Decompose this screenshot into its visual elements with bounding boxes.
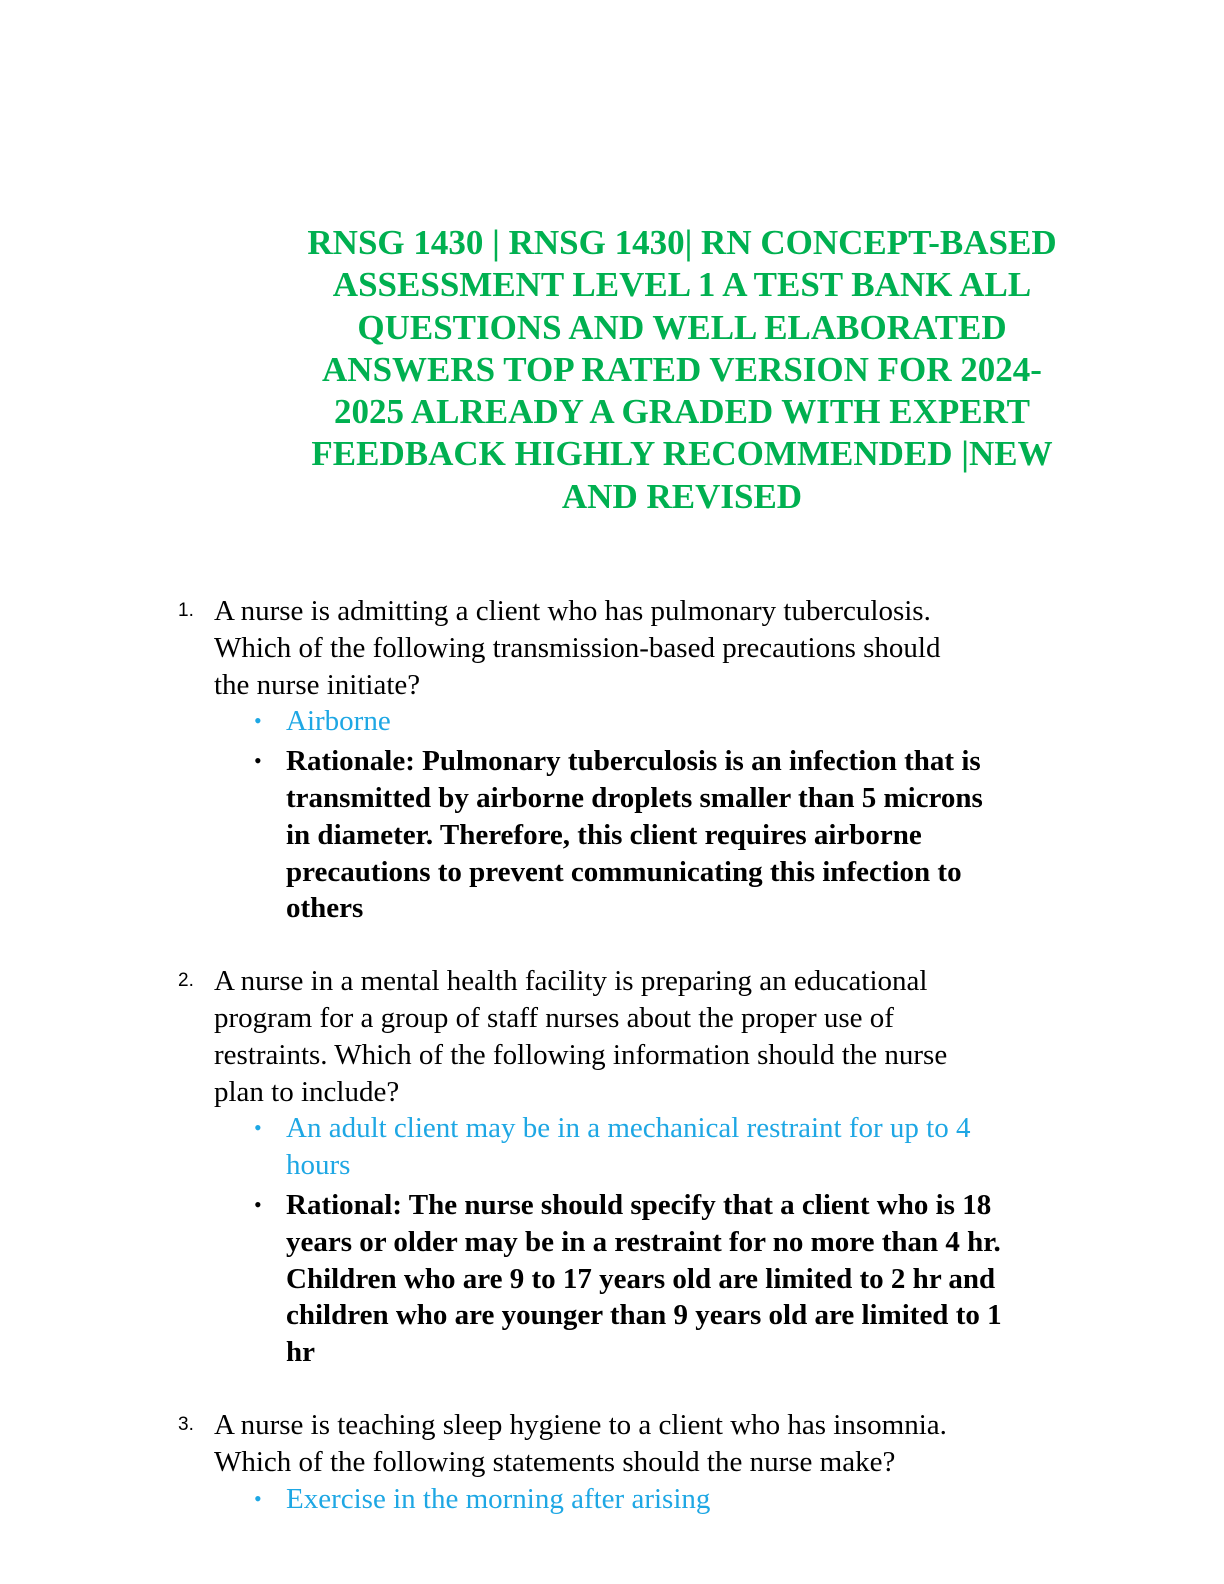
rationale-line: Children who are 9 to 17 years old are limited to 2 hr and (286, 1262, 996, 1295)
rationale-line: transmitted by airborne droplets smaller than 5 microns (286, 781, 983, 814)
question-line: A nurse is admitting a client who has pulmonary tuberculosis. (214, 595, 931, 627)
answer-line: Exercise in the morning after arising (286, 1482, 711, 1515)
title-line: AND REVISED (561, 476, 803, 516)
title-line: QUESTIONS AND WELL ELABORATED (357, 307, 1007, 347)
bullet-icon: • (254, 708, 262, 734)
rationale-line: in diameter. Therefore, this client requires airborne (286, 818, 922, 851)
title-line: ASSESSMENT LEVEL 1 A TEST BANK ALL (332, 265, 1032, 305)
question-line: A nurse in a mental health facility is preparing an educational (214, 965, 928, 998)
question-line: program for a group of staff nurses about the proper use of (214, 1001, 894, 1034)
question-item (0, 1407, 1044, 1517)
question-item (0, 593, 1044, 927)
answer-list (214, 1110, 1044, 1371)
title-line: RNSG 1430 | RNSG 1430| RN CONCEPT-BASED (307, 223, 1057, 262)
answer-list (214, 703, 1044, 927)
rationale-text (286, 1187, 1086, 1371)
title-line: 2025 ALREADY A GRADED WITH EXPERT (334, 392, 1030, 432)
question-text (214, 963, 1044, 1110)
bullet-icon: • (254, 1485, 262, 1511)
rationale-line: Rationale: Pulmonary tuberculosis is an infection that is (286, 745, 981, 778)
correct-answer (214, 703, 1086, 740)
title-line: FEEDBACK HIGHLY RECOMMENDED |NEW (311, 434, 1053, 474)
document-title (262, 222, 1102, 518)
correct-answer (214, 1481, 1086, 1518)
answer-text (286, 1481, 1086, 1518)
bullet-icon: • (254, 1191, 262, 1217)
question-number: 1. (178, 600, 194, 621)
question-line: Which of the following statements should the nurse make? (214, 1445, 896, 1478)
question-line: plan to include? (214, 1075, 400, 1108)
rationale (214, 1187, 1086, 1371)
answer-text (286, 1110, 1086, 1184)
question-line: Which of the following transmission-based precautions should (214, 631, 941, 664)
rationale (214, 743, 1086, 927)
rationale-line: hr (286, 1336, 315, 1369)
title-line: ANSWERS TOP RATED VERSION FOR 2024- (322, 349, 1042, 389)
correct-answer (214, 1110, 1086, 1184)
bullet-icon: • (254, 1115, 262, 1141)
question-list (0, 593, 1224, 1517)
question-text (214, 1407, 1044, 1481)
answer-line: Airborne (286, 705, 391, 738)
question-line: A nurse is teaching sleep hygiene to a client who has insomnia. (214, 1408, 947, 1441)
question-line: the nurse initiate? (214, 668, 421, 701)
answer-line: hours (286, 1149, 351, 1182)
question-number: 2. (178, 970, 194, 992)
question-line: restraints. Which of the following information should the nurse (214, 1038, 948, 1071)
answer-text (286, 703, 1086, 740)
rationale-line: years or older may be in a restraint for no more than 4 hr. (286, 1225, 1001, 1258)
question-number: 3. (178, 1413, 194, 1435)
question-item (0, 963, 1044, 1371)
rationale-text (286, 743, 1086, 927)
answer-list (214, 1481, 1044, 1518)
rationale-line: others (286, 892, 364, 925)
answer-line: An adult client may be in a mechanical restraint for up to 4 (286, 1112, 971, 1145)
bullet-icon: • (254, 748, 262, 774)
rationale-line: children who are younger than 9 years old are limited to 1 (286, 1299, 1002, 1332)
rationale-line: Rational: The nurse should specify that a client who is 18 (286, 1188, 992, 1221)
question-text (214, 593, 1044, 703)
rationale-line: precautions to prevent communicating this infection to (286, 855, 962, 888)
